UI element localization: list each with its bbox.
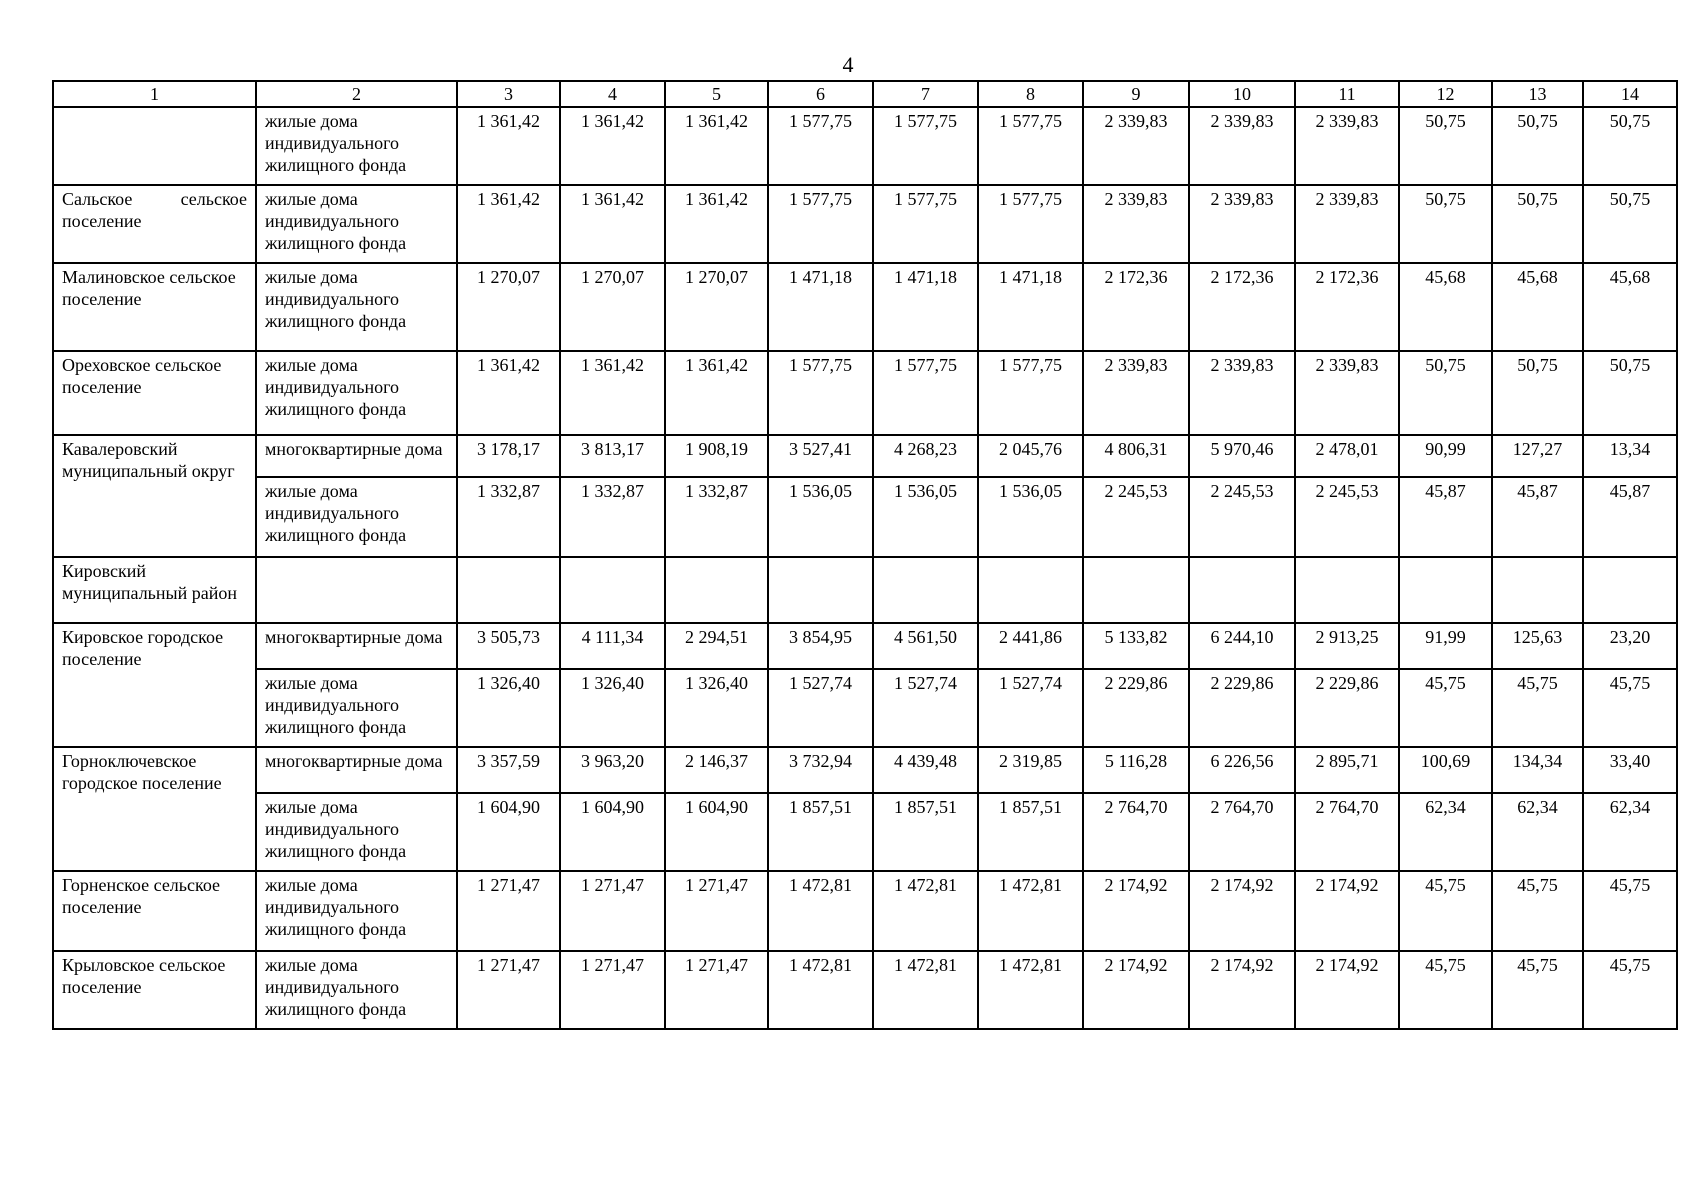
value-cell: 1 472,81 <box>873 951 978 1029</box>
settlement-name-cell: Кировское городское поселение <box>53 623 256 747</box>
value-cell: 91,99 <box>1399 623 1492 669</box>
value-cell: 1 577,75 <box>978 351 1083 435</box>
value-cell: 1 536,05 <box>768 477 873 557</box>
value-cell: 23,20 <box>1583 623 1677 669</box>
value-cell: 62,34 <box>1492 793 1583 871</box>
value-cell: 1 472,81 <box>768 951 873 1029</box>
settlement-name-cell: Горненское сельское поселение <box>53 871 256 951</box>
value-cell: 1 577,75 <box>873 185 978 263</box>
housing-type-cell: жилые дома индивидуального жилищного фонда <box>256 185 457 263</box>
value-cell: 1 270,07 <box>457 263 560 351</box>
settlement-name-cell: Ореховское сельское поселение <box>53 351 256 435</box>
value-cell: 1 271,47 <box>665 951 768 1029</box>
value-cell: 1 472,81 <box>978 951 1083 1029</box>
value-cell: 4 561,50 <box>873 623 978 669</box>
value-cell: 2 441,86 <box>978 623 1083 669</box>
housing-type-cell: жилые дома индивидуального жилищного фонда <box>256 351 457 435</box>
value-cell: 2 339,83 <box>1295 107 1399 185</box>
value-cell: 33,40 <box>1583 747 1677 793</box>
settlement-name-cell: Горноключевское городское поселение <box>53 747 256 871</box>
value-cell: 134,34 <box>1492 747 1583 793</box>
value-cell: 2 339,83 <box>1189 107 1295 185</box>
value-cell: 1 361,42 <box>560 185 665 263</box>
value-cell: 45,87 <box>1399 477 1492 557</box>
housing-type-cell: жилые дома индивидуального жилищного фонда <box>256 669 457 747</box>
value-cell: 1 577,75 <box>873 107 978 185</box>
column-number: 5 <box>665 81 768 107</box>
value-cell: 1 577,75 <box>978 107 1083 185</box>
value-cell: 1 577,75 <box>768 107 873 185</box>
column-number: 8 <box>978 81 1083 107</box>
value-cell: 1 908,19 <box>665 435 768 477</box>
value-cell: 2 174,92 <box>1189 951 1295 1029</box>
value-cell: 3 963,20 <box>560 747 665 793</box>
value-cell: 1 857,51 <box>873 793 978 871</box>
value-cell: 50,75 <box>1583 107 1677 185</box>
value-cell: 62,34 <box>1583 793 1677 871</box>
table-row <box>53 623 1677 669</box>
value-cell: 45,75 <box>1492 669 1583 747</box>
housing-type-cell: жилые дома индивидуального жилищного фонда <box>256 793 457 871</box>
value-cell: 3 854,95 <box>768 623 873 669</box>
column-number: 3 <box>457 81 560 107</box>
value-cell: 45,87 <box>1492 477 1583 557</box>
value-cell: 45,75 <box>1583 951 1677 1029</box>
value-cell: 2 174,92 <box>1083 871 1189 951</box>
value-cell: 2 913,25 <box>1295 623 1399 669</box>
value-cell: 2 174,92 <box>1083 951 1189 1029</box>
value-cell <box>1295 557 1399 623</box>
table-row <box>53 871 1677 951</box>
housing-type-cell: жилые дома индивидуального жилищного фонда <box>256 951 457 1029</box>
value-cell: 2 174,92 <box>1295 951 1399 1029</box>
value-cell: 4 111,34 <box>560 623 665 669</box>
table-row <box>53 263 1677 351</box>
value-cell: 1 527,74 <box>873 669 978 747</box>
column-number: 9 <box>1083 81 1189 107</box>
value-cell: 3 178,17 <box>457 435 560 477</box>
value-cell: 2 764,70 <box>1189 793 1295 871</box>
value-cell: 1 332,87 <box>665 477 768 557</box>
value-cell: 5 116,28 <box>1083 747 1189 793</box>
value-cell: 1 577,75 <box>873 351 978 435</box>
value-cell <box>665 557 768 623</box>
settlement-name-cell: Кавалеровский муниципальный округ <box>53 435 256 557</box>
value-cell <box>1189 557 1295 623</box>
value-cell: 1 271,47 <box>665 871 768 951</box>
value-cell: 3 813,17 <box>560 435 665 477</box>
value-cell: 2 172,36 <box>1189 263 1295 351</box>
value-cell: 2 245,53 <box>1189 477 1295 557</box>
value-cell: 45,75 <box>1583 871 1677 951</box>
value-cell: 1 361,42 <box>457 185 560 263</box>
value-cell: 2 229,86 <box>1189 669 1295 747</box>
value-cell: 2 174,92 <box>1295 871 1399 951</box>
value-cell <box>1399 557 1492 623</box>
value-cell: 1 536,05 <box>873 477 978 557</box>
value-cell: 2 764,70 <box>1295 793 1399 871</box>
value-cell: 90,99 <box>1399 435 1492 477</box>
value-cell: 50,75 <box>1399 107 1492 185</box>
value-cell: 1 577,75 <box>768 185 873 263</box>
value-cell: 45,68 <box>1583 263 1677 351</box>
table-row <box>53 557 1677 623</box>
value-cell: 1 326,40 <box>457 669 560 747</box>
value-cell: 2 319,85 <box>978 747 1083 793</box>
value-cell: 2 339,83 <box>1083 107 1189 185</box>
value-cell: 1 271,47 <box>457 951 560 1029</box>
value-cell: 4 806,31 <box>1083 435 1189 477</box>
value-cell: 1 536,05 <box>978 477 1083 557</box>
value-cell: 45,75 <box>1399 669 1492 747</box>
value-cell: 4 439,48 <box>873 747 978 793</box>
value-cell <box>1083 557 1189 623</box>
value-cell: 50,75 <box>1399 351 1492 435</box>
value-cell: 1 577,75 <box>768 351 873 435</box>
table-row <box>53 351 1677 435</box>
value-cell: 45,68 <box>1399 263 1492 351</box>
value-cell: 2 174,92 <box>1189 871 1295 951</box>
value-cell: 1 471,18 <box>978 263 1083 351</box>
value-cell <box>560 557 665 623</box>
table-row <box>53 435 1677 477</box>
value-cell: 1 472,81 <box>978 871 1083 951</box>
value-cell: 45,68 <box>1492 263 1583 351</box>
value-cell <box>1492 557 1583 623</box>
value-cell: 50,75 <box>1399 185 1492 263</box>
value-cell: 45,75 <box>1492 951 1583 1029</box>
value-cell: 45,87 <box>1583 477 1677 557</box>
value-cell: 1 527,74 <box>978 669 1083 747</box>
housing-type-cell: жилые дома индивидуального жилищного фонда <box>256 107 457 185</box>
value-cell: 1 361,42 <box>665 107 768 185</box>
value-cell: 1 270,07 <box>560 263 665 351</box>
value-cell: 2 146,37 <box>665 747 768 793</box>
value-cell: 2 172,36 <box>1083 263 1189 351</box>
value-cell: 4 268,23 <box>873 435 978 477</box>
value-cell: 1 471,18 <box>873 263 978 351</box>
value-cell: 2 245,53 <box>1295 477 1399 557</box>
column-number: 4 <box>560 81 665 107</box>
value-cell: 1 361,42 <box>560 107 665 185</box>
value-cell: 2 172,36 <box>1295 263 1399 351</box>
value-cell: 1 361,42 <box>457 351 560 435</box>
housing-type-cell <box>256 557 457 623</box>
value-cell <box>978 557 1083 623</box>
value-cell: 2 294,51 <box>665 623 768 669</box>
value-cell: 3 357,59 <box>457 747 560 793</box>
value-cell: 1 361,42 <box>665 351 768 435</box>
value-cell: 127,27 <box>1492 435 1583 477</box>
table-row <box>53 747 1677 793</box>
value-cell: 1 604,90 <box>457 793 560 871</box>
value-cell: 2 895,71 <box>1295 747 1399 793</box>
table-body <box>53 107 1677 1029</box>
value-cell: 2 339,83 <box>1083 185 1189 263</box>
value-cell: 1 604,90 <box>665 793 768 871</box>
settlement-name-cell: Малиновское сельское поселение <box>53 263 256 351</box>
column-number: 2 <box>256 81 457 107</box>
table-row <box>53 107 1677 185</box>
column-number: 12 <box>1399 81 1492 107</box>
housing-type-cell: жилые дома индивидуального жилищного фонда <box>256 871 457 951</box>
value-cell: 2 764,70 <box>1083 793 1189 871</box>
value-cell: 2 339,83 <box>1295 351 1399 435</box>
value-cell: 50,75 <box>1492 185 1583 263</box>
settlement-name-cell: Кировский муниципальный район <box>53 557 256 623</box>
settlement-name-cell: Сальское сельское поселение <box>53 185 256 263</box>
value-cell: 2 339,83 <box>1189 185 1295 263</box>
housing-type-cell: многоквартирные дома <box>256 435 457 477</box>
value-cell <box>1583 557 1677 623</box>
column-number-row <box>53 81 1677 107</box>
value-cell: 50,75 <box>1492 107 1583 185</box>
value-cell: 50,75 <box>1583 351 1677 435</box>
table-row <box>53 477 1677 557</box>
value-cell: 1 472,81 <box>768 871 873 951</box>
table-row <box>53 793 1677 871</box>
value-cell: 62,34 <box>1399 793 1492 871</box>
value-cell: 1 361,42 <box>560 351 665 435</box>
value-cell: 2 339,83 <box>1189 351 1295 435</box>
value-cell: 1 577,75 <box>978 185 1083 263</box>
value-cell: 6 244,10 <box>1189 623 1295 669</box>
tariff-table <box>52 80 1678 1030</box>
value-cell: 1 270,07 <box>665 263 768 351</box>
value-cell <box>768 557 873 623</box>
table-row <box>53 669 1677 747</box>
housing-type-cell: многоквартирные дома <box>256 623 457 669</box>
value-cell: 50,75 <box>1492 351 1583 435</box>
value-cell: 1 271,47 <box>560 871 665 951</box>
page-number: 4 <box>842 52 854 77</box>
value-cell: 13,34 <box>1583 435 1677 477</box>
value-cell: 2 229,86 <box>1083 669 1189 747</box>
column-number: 6 <box>768 81 873 107</box>
value-cell: 1 361,42 <box>665 185 768 263</box>
value-cell: 1 527,74 <box>768 669 873 747</box>
table-row <box>53 951 1677 1029</box>
value-cell: 2 245,53 <box>1083 477 1189 557</box>
value-cell: 125,63 <box>1492 623 1583 669</box>
column-number: 1 <box>53 81 256 107</box>
value-cell: 3 732,94 <box>768 747 873 793</box>
value-cell: 45,75 <box>1492 871 1583 951</box>
value-cell: 1 271,47 <box>560 951 665 1029</box>
column-number: 13 <box>1492 81 1583 107</box>
value-cell: 100,69 <box>1399 747 1492 793</box>
column-number: 10 <box>1189 81 1295 107</box>
value-cell: 1 332,87 <box>457 477 560 557</box>
value-cell: 1 332,87 <box>560 477 665 557</box>
value-cell: 1 857,51 <box>978 793 1083 871</box>
value-cell: 1 361,42 <box>457 107 560 185</box>
value-cell: 1 326,40 <box>665 669 768 747</box>
settlement-name-cell: Крыловское сельское поселение <box>53 951 256 1029</box>
value-cell: 2 478,01 <box>1295 435 1399 477</box>
table-row <box>53 185 1677 263</box>
housing-type-cell: многоквартирные дома <box>256 747 457 793</box>
value-cell: 2 229,86 <box>1295 669 1399 747</box>
value-cell: 1 472,81 <box>873 871 978 951</box>
settlement-name-cell <box>53 107 256 185</box>
column-number: 7 <box>873 81 978 107</box>
value-cell: 45,75 <box>1583 669 1677 747</box>
column-number: 11 <box>1295 81 1399 107</box>
value-cell: 3 527,41 <box>768 435 873 477</box>
value-cell: 3 505,73 <box>457 623 560 669</box>
housing-type-cell: жилые дома индивидуального жилищного фонда <box>256 263 457 351</box>
value-cell: 5 133,82 <box>1083 623 1189 669</box>
value-cell: 45,75 <box>1399 951 1492 1029</box>
value-cell: 2 339,83 <box>1295 185 1399 263</box>
value-cell: 45,75 <box>1399 871 1492 951</box>
value-cell <box>873 557 978 623</box>
value-cell: 2 045,76 <box>978 435 1083 477</box>
value-cell: 5 970,46 <box>1189 435 1295 477</box>
value-cell: 50,75 <box>1583 185 1677 263</box>
value-cell: 1 857,51 <box>768 793 873 871</box>
column-number: 14 <box>1583 81 1677 107</box>
value-cell: 1 604,90 <box>560 793 665 871</box>
value-cell: 1 271,47 <box>457 871 560 951</box>
value-cell: 1 326,40 <box>560 669 665 747</box>
value-cell: 6 226,56 <box>1189 747 1295 793</box>
value-cell: 2 339,83 <box>1083 351 1189 435</box>
housing-type-cell: жилые дома индивидуального жилищного фонда <box>256 477 457 557</box>
value-cell: 1 471,18 <box>768 263 873 351</box>
value-cell <box>457 557 560 623</box>
